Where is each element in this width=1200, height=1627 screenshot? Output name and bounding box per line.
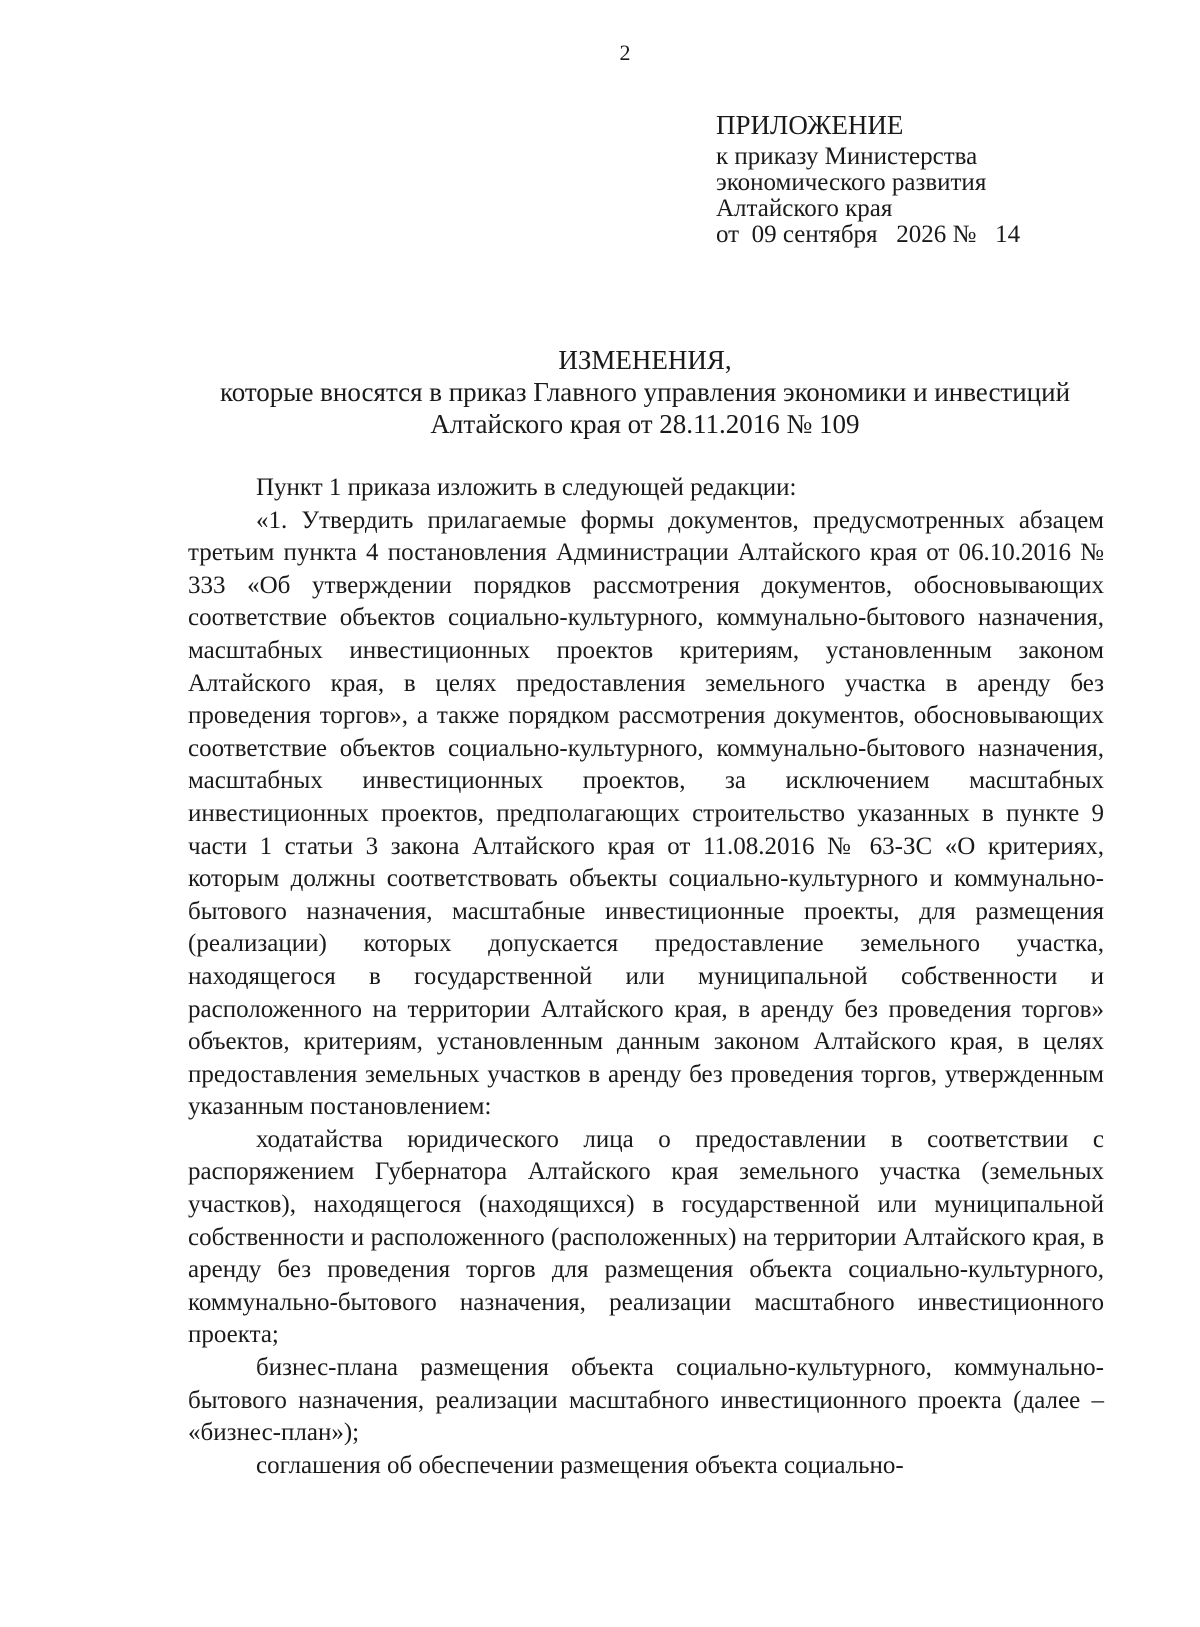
- appendix-line-1: к приказу Министерства: [716, 143, 978, 170]
- heading-line-1: которые вносятся в приказ Главного управления экономики и инвестиций: [219, 377, 1071, 407]
- appendix-line-2: экономического развития: [716, 169, 987, 196]
- paragraph-1: Пункт 1 приказа изложить в следующей редакции:: [256, 474, 797, 501]
- paragraph-3: ходатайства юридического лица о предоставлении в соответствии с распоряжением Губернатора Алтайского края земельного участка (земельных участков), находящегося (находящихся) в государственной или муниципальной собственности и расположенного (расположенных) на территории Алтайского края, в аренду без проведения торгов для размещения объекта социально-культурного, коммунально-бытового назначения, реализации масштабного инвестиционного проекта;: [188, 1125, 1104, 1349]
- appendix-title: ПРИЛОЖЕНИЕ: [716, 110, 904, 140]
- document-body: [188, 472, 1104, 1482]
- document-heading: [170, 344, 1120, 440]
- appendix-date-line: от 09 сентября 2026 № 14: [716, 221, 1021, 248]
- appendix-block: [716, 112, 1136, 248]
- page-number: 2: [619, 40, 631, 65]
- heading-title: ИЗМЕНЕНИЯ,: [558, 345, 732, 375]
- paragraph-4: бизнес-плана размещения объекта социально-культурного, коммунально-бытового назначения, реализации масштабного инвестиционного проекта (далее – «бизнес-план»);: [188, 1354, 1104, 1447]
- appendix-line-3: Алтайского края: [716, 195, 893, 222]
- paragraph-2: «1. Утвердить прилагаемые формы документов, предусмотренных абзацем третьим пункта 4 постановления Администрации Алтайского края от 06.10.2016 № 333 «Об утверждении порядков рассмотрения документов, обосновывающих соответствие объектов социально-культурного, коммунально-бытового назначения, масштабных инвестиционных проектов критериям, установленным законом Алтайского края, в целях предоставления земельного участка в аренду без проведения торгов», а также порядком рассмотрения документов, обосновывающих соответствие объектов социально-культурного, коммунально-бытового назначения, масштабных инвестиционных проектов, за исключением масштабных инвестиционных проектов, предполагающих строительство указанных в пункте 9 части 1 статьи 3 закона Алтайского края от 11.08.2016 № 63-ЗС «О критериях, которым должны соответствовать объекты социально-культурного и коммунально-бытового назначения, масштабные инвестиционные проекты, для размещения (реализации) которых допускается предоставление земельного участка, находящегося в государственной или муниципальной собственности и расположенного на территории Алтайского края, в аренду без проведения торгов» объектов, критериям, установленным данным законом Алтайского края, в целях предоставления земельных участков в аренду без проведения торгов, утвержденным указанным постановлением:: [188, 506, 1104, 1121]
- paragraph-5: соглашения об обеспечении размещения объекта социально-: [256, 1451, 904, 1479]
- heading-line-2: Алтайского края от 28.11.2016 № 109: [430, 409, 860, 439]
